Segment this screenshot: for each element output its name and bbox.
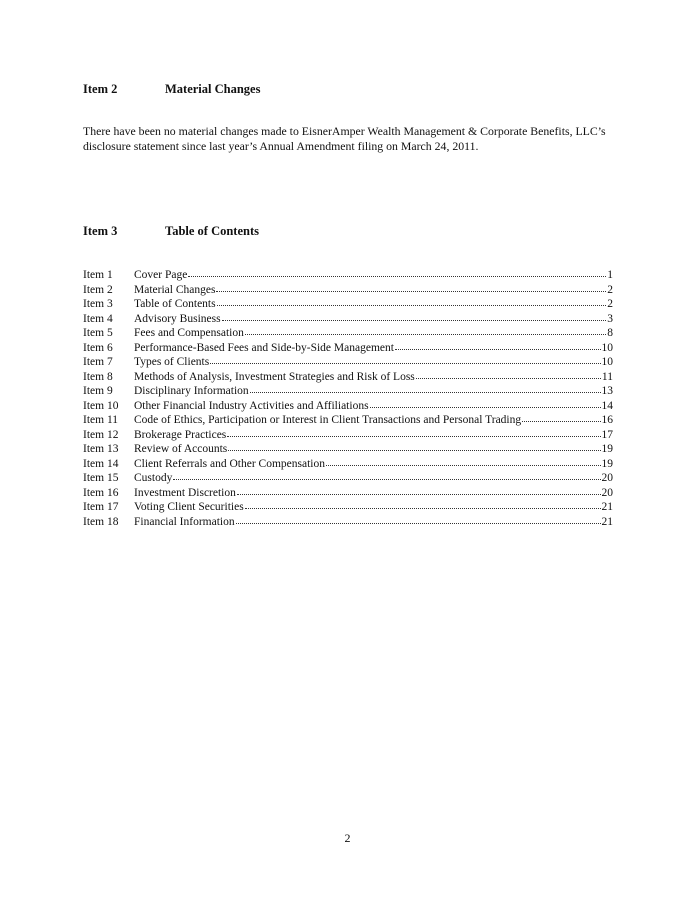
toc-entry[interactable] xyxy=(83,326,613,341)
toc-item-title: Table of Contents xyxy=(134,298,216,310)
toc-entry[interactable] xyxy=(83,442,613,457)
toc-entry[interactable] xyxy=(83,268,613,283)
toc-dot-leader xyxy=(370,399,601,409)
toc-entry[interactable] xyxy=(83,355,613,370)
toc-page-number: 20 xyxy=(601,472,613,484)
toc-entry[interactable] xyxy=(83,370,613,385)
toc-dot-leader xyxy=(416,370,601,380)
toc-page-number: 21 xyxy=(601,515,613,528)
toc-entry[interactable] xyxy=(83,384,613,399)
toc-item-title: Financial Information xyxy=(134,515,235,528)
toc-dot-leader xyxy=(245,500,601,510)
toc-page-number: 3 xyxy=(607,312,613,325)
toc-dot-leader xyxy=(245,326,606,336)
toc-item-title: Disciplinary Information xyxy=(134,385,249,397)
toc-item-title: Advisory Business xyxy=(134,312,221,325)
toc-dot-leader xyxy=(522,413,600,423)
toc-item-title: Material Changes xyxy=(134,283,216,296)
toc-item-title: Methods of Analysis, Investment Strategies and Risk of Loss xyxy=(134,370,415,383)
toc-page-number: 20 xyxy=(601,486,613,499)
toc-dot-leader xyxy=(250,384,601,394)
toc-item-number: Item 17 xyxy=(83,501,119,513)
section-heading-table-of-contents xyxy=(83,224,259,239)
toc-dot-leader xyxy=(395,341,601,351)
section-title: Table of Contents xyxy=(165,224,259,238)
toc-dot-leader xyxy=(228,442,600,452)
toc-item-title: Cover Page xyxy=(134,269,188,281)
toc-item-title: Voting Client Securities xyxy=(134,501,244,513)
section-number: Item 2 xyxy=(83,82,118,96)
toc-item-number: Item 14 xyxy=(83,457,119,470)
toc-item-number: Item 18 xyxy=(83,515,119,528)
toc-dot-leader xyxy=(227,428,600,438)
toc-entry[interactable] xyxy=(83,312,613,327)
toc-item-number: Item 9 xyxy=(83,385,113,397)
toc-page-number: 2 xyxy=(607,283,613,296)
toc-item-title: Review of Accounts xyxy=(134,443,228,455)
toc-item-number: Item 15 xyxy=(83,472,119,484)
toc-page-number: 13 xyxy=(601,385,613,397)
page-number: 2 xyxy=(344,831,351,845)
toc-page-number: 1 xyxy=(607,269,613,281)
toc-item-number: Item 7 xyxy=(83,356,113,368)
toc-item-title: Fees and Compensation xyxy=(134,327,244,339)
table-of-contents xyxy=(83,268,613,529)
toc-item-title: Brokerage Practices xyxy=(134,428,227,441)
toc-entry[interactable] xyxy=(83,428,613,443)
toc-item-number: Item 2 xyxy=(83,283,113,296)
toc-page-number: 19 xyxy=(601,457,613,470)
toc-page-number: 16 xyxy=(601,414,613,426)
toc-entry[interactable] xyxy=(83,341,613,356)
toc-item-number: Item 4 xyxy=(83,312,113,325)
section-heading-material-changes xyxy=(83,82,260,97)
toc-page-number: 2 xyxy=(607,298,613,310)
toc-item-number: Item 8 xyxy=(83,370,113,383)
toc-item-number: Item 12 xyxy=(83,428,119,441)
toc-dot-leader xyxy=(173,471,600,481)
toc-item-title: Performance-Based Fees and Side-by-Side Management xyxy=(134,341,394,354)
toc-item-number: Item 10 xyxy=(83,399,119,412)
toc-item-number: Item 16 xyxy=(83,486,119,499)
toc-page-number: 19 xyxy=(601,443,613,455)
toc-page-number: 11 xyxy=(601,370,613,383)
toc-item-number: Item 6 xyxy=(83,341,113,354)
toc-page-number: 14 xyxy=(601,399,613,412)
toc-page-number: 17 xyxy=(601,428,613,441)
toc-entry[interactable] xyxy=(83,413,613,428)
toc-entry[interactable] xyxy=(83,399,613,414)
toc-item-title: Code of Ethics, Participation or Interest in Client Transactions and Personal Trading xyxy=(134,414,522,426)
toc-item-title: Investment Discretion xyxy=(134,486,236,499)
toc-dot-leader xyxy=(188,268,606,278)
toc-page-number: 21 xyxy=(601,501,613,513)
section-title: Material Changes xyxy=(165,82,261,96)
toc-item-number: Item 5 xyxy=(83,327,113,339)
toc-entry[interactable] xyxy=(83,486,613,501)
toc-item-title: Types of Clients xyxy=(134,356,210,368)
toc-dot-leader xyxy=(222,312,607,322)
toc-dot-leader xyxy=(236,515,601,525)
toc-item-number: Item 3 xyxy=(83,298,113,310)
material-changes-paragraph: There have been no material changes made to EisnerAmper Wealth Management & Corporate Benefits, LLC’s disclosure statement since last year’s Annual Amendment filing on March 24, 2011. xyxy=(83,124,606,153)
toc-item-number: Item 13 xyxy=(83,443,119,455)
toc-entry[interactable] xyxy=(83,457,613,472)
toc-page-number: 10 xyxy=(601,341,613,354)
toc-item-title: Custody xyxy=(134,472,173,484)
toc-item-number: Item 11 xyxy=(83,414,119,426)
toc-dot-leader xyxy=(217,297,607,307)
toc-entry[interactable] xyxy=(83,283,613,298)
toc-dot-leader xyxy=(237,486,601,496)
toc-dot-leader xyxy=(216,283,606,293)
toc-item-number: Item 1 xyxy=(83,269,113,281)
toc-entry[interactable] xyxy=(83,471,613,486)
toc-item-title: Other Financial Industry Activities and Affiliations xyxy=(134,399,369,412)
toc-page-number: 10 xyxy=(601,356,613,368)
toc-dot-leader xyxy=(210,355,600,365)
toc-page-number: 8 xyxy=(607,327,613,339)
toc-entry[interactable] xyxy=(83,500,613,515)
toc-dot-leader xyxy=(326,457,601,467)
section-number: Item 3 xyxy=(83,224,118,238)
toc-entry[interactable] xyxy=(83,515,613,530)
toc-item-title: Client Referrals and Other Compensation xyxy=(134,457,325,470)
toc-entry[interactable] xyxy=(83,297,613,312)
